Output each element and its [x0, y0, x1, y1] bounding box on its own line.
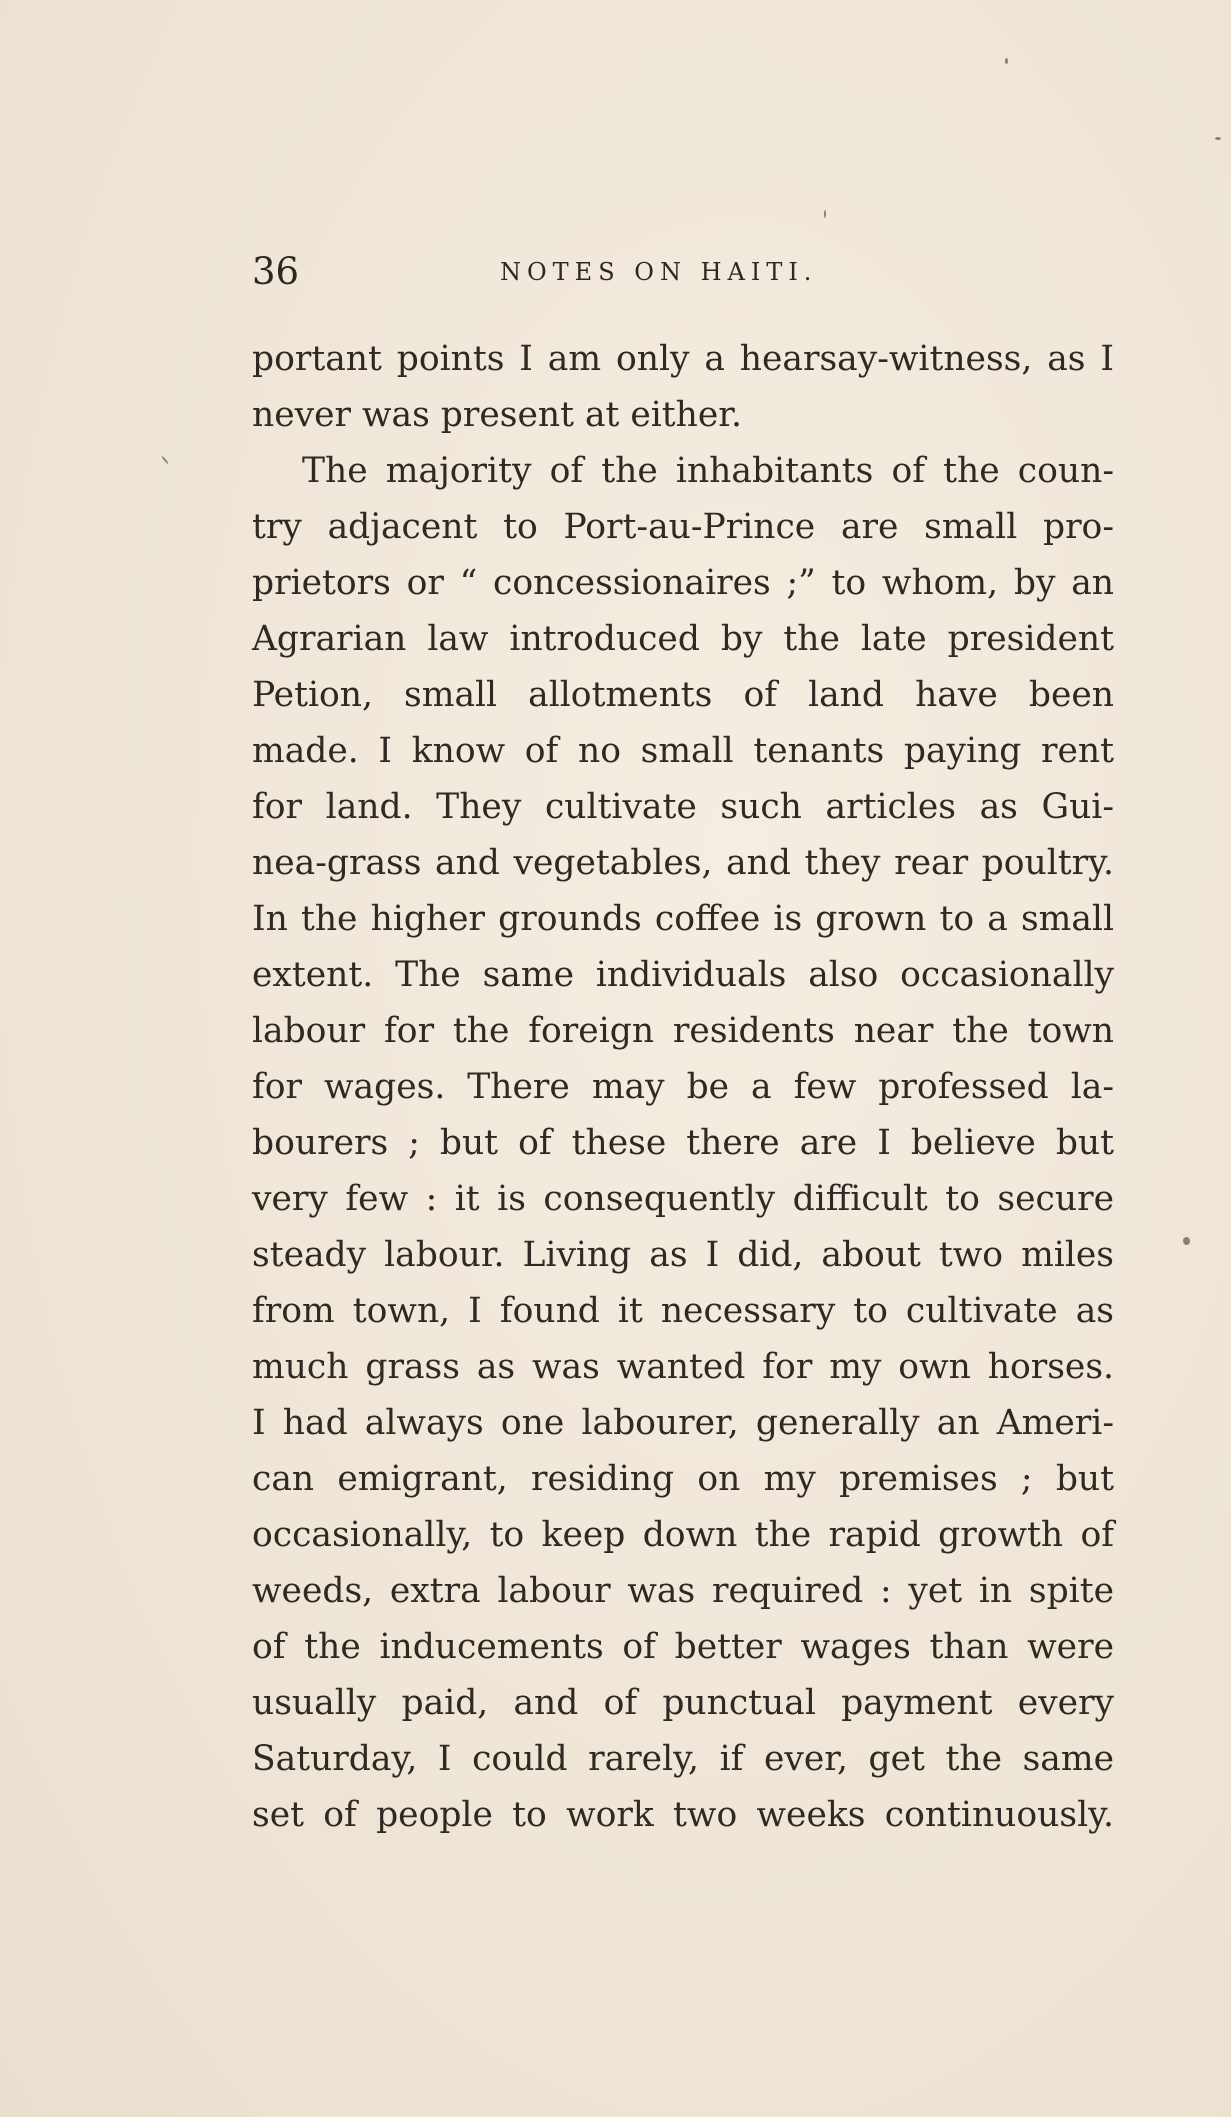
text-line: made. I know of no small tenants paying rent [252, 731, 1114, 771]
text-line: Saturday, I could rarely, if ever, get the same [252, 1739, 1114, 1779]
page-number: 36 [252, 250, 300, 293]
text-line: Agrarian law introduced by the late president [252, 619, 1114, 659]
text-line: Petion, small allotments of land have been [252, 675, 1114, 715]
text-line: for wages. There may be a few professed la- [252, 1067, 1114, 1107]
text-line: from town, I found it necessary to cultivate as [252, 1291, 1114, 1331]
text-line: very few : it is consequently difficult to secure [252, 1179, 1114, 1219]
text-line: steady labour. Living as I did, about two miles [252, 1235, 1114, 1275]
text-line: I had always one labourer, generally an Ameri- [252, 1403, 1114, 1443]
paper-speck [1215, 137, 1221, 140]
page-header [252, 250, 1112, 300]
paper-speck [824, 210, 826, 218]
text-line: much grass as was wanted for my own horses. [252, 1347, 1114, 1387]
text-line: for land. They cultivate such articles as Gui- [252, 787, 1114, 827]
paragraph [252, 331, 1114, 443]
paragraph [252, 443, 1114, 1843]
text-line: never was present at either. [252, 395, 742, 435]
body-text [252, 331, 1114, 1843]
text-line: weeds, extra labour was required : yet in spite [252, 1571, 1114, 1611]
text-line: bourers ; but of these there are I believe but [252, 1123, 1114, 1163]
text-line: The majority of the inhabitants of the coun- [302, 451, 1114, 491]
paper-speck [161, 456, 169, 465]
text-line: occasionally, to keep down the rapid growth of [252, 1515, 1114, 1555]
text-line: prietors or “ concessionaires ;” to whom, by an [252, 563, 1114, 603]
running-head: NOTES ON HAITI. [500, 258, 818, 286]
text-line: can emigrant, residing on my premises ; but [252, 1459, 1114, 1499]
paper-speck [1183, 1237, 1190, 1245]
text-line: try adjacent to Port-au-Prince are small pro- [252, 507, 1114, 547]
text-line: of the inducements of better wages than were [252, 1627, 1114, 1667]
text-line: labour for the foreign residents near the town [252, 1011, 1114, 1051]
text-line: In the higher grounds coffee is grown to a small [252, 899, 1114, 939]
text-line: set of people to work two weeks continuously. [252, 1795, 1114, 1835]
text-line: usually paid, and of punctual payment every [252, 1683, 1114, 1723]
text-line: nea-grass and vegetables, and they rear poultry. [252, 843, 1114, 883]
text-line: extent. The same individuals also occasionally [252, 955, 1114, 995]
text-line: portant points I am only a hearsay-witness, as I [252, 339, 1114, 379]
paper-speck [1005, 58, 1008, 64]
